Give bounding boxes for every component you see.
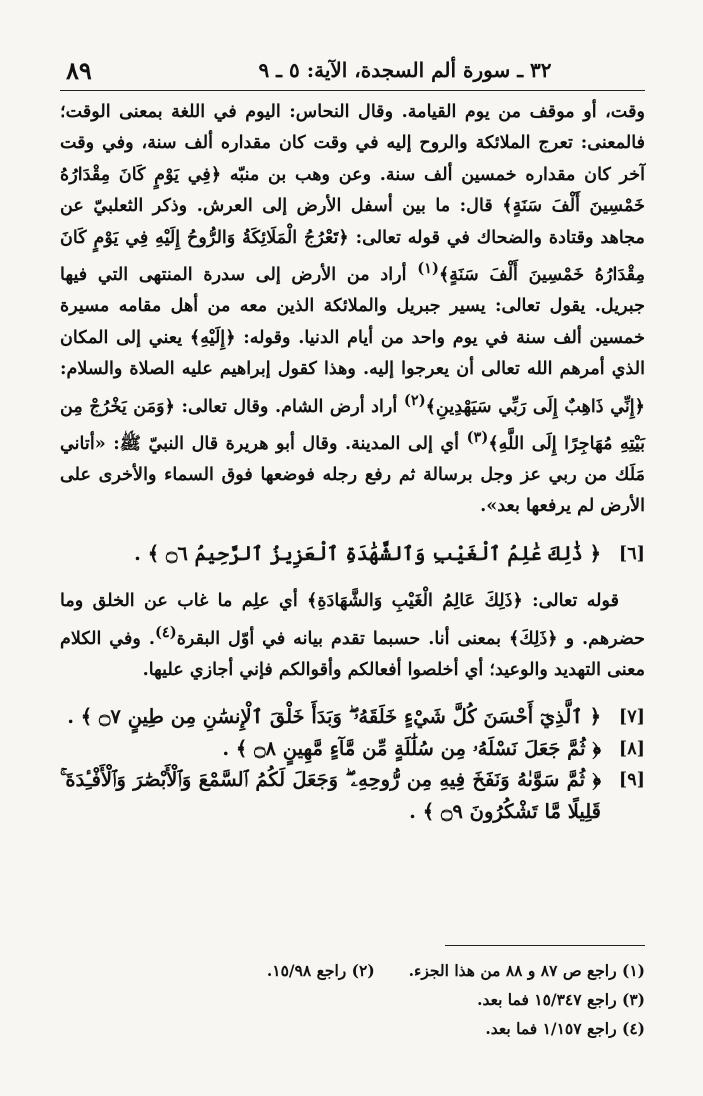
footnote-line-2 xyxy=(100,985,645,1014)
text-run: أراد أرض الشام. وقال تعالى: xyxy=(181,395,398,417)
page-number: ٨٩ xyxy=(66,56,92,85)
verse-text: ﴿ ثُمَّ سَوَّىٰهُ وَنَفَخَ فِيهِ مِن رُّوحِهِۦ ۖ وَجَعَلَ لَكُمُ ٱلسَّمْعَ وَٱلْأَبْصَٰرَ وَٱلْأَفْـِٔدَةَ ۚ قَلِيلًا مَّا تَشْكُرُونَ ۝٩ ﴾ . xyxy=(60,768,601,823)
text-run: أي إلى المدينة. وقال أبو هريرة قال النبيّ ﷺ: «أتاني مَلَك من ربي عز وجل برسالة ثم رفع رجله فوضعها فوق السماء والأخرى على الأرض لم يرفعها بعد». xyxy=(60,432,645,517)
footnote-2: (٢) راجع ١٥/٩٨. xyxy=(266,961,375,980)
quran-quote: ﴿إِنِّي ذَاهِبٌ إِلَى رَبِّي سَيَهْدِينِ﴾ xyxy=(425,395,645,417)
footnote-line-1 xyxy=(100,956,645,985)
text-run: . وفي الكلام معنى التهديد والوعيد؛ أي أخلصوا أفعالكم وأقوالكم فإني أجازي عليها. xyxy=(60,627,645,680)
quran-quote: ﴿ذَلِكَ عَالِمُ الْغَيْبِ وَالشَّهَادَةِ﴾ xyxy=(307,590,523,612)
text-run: بمعنى أنا. حسبما تقدم بيانه في أوّل البقرة xyxy=(176,627,502,649)
verse-7 xyxy=(60,701,645,732)
verse-8 xyxy=(60,733,645,764)
text-run: أي علِم ما غاب عن الخلق وما حضرهم. و xyxy=(60,590,645,649)
verse-text: ﴿ ثُمَّ جَعَلَ نَسْلَهُۥ مِن سُلَٰلَةٍ مِّن مَّآءٍ مَّهِينٍ ۝٨ ﴾ . xyxy=(222,736,601,760)
verse-number: [٨] xyxy=(618,737,645,759)
footnote-marker: (٤) xyxy=(154,623,177,641)
page-header xyxy=(60,54,645,91)
verse-9 xyxy=(60,764,645,827)
footnote-marker: (٢) xyxy=(403,391,426,409)
running-head: ٣٢ ـ سورة ألم السجدة، الآية: ٥ ـ ٩ xyxy=(258,58,552,82)
footnote-marker: (٣) xyxy=(466,428,489,446)
footnote-marker: (١) xyxy=(417,260,439,278)
footnote-3: (٣) راجع ١٥/٣٤٧ فما بعد. xyxy=(477,990,645,1009)
verse-number: [٩] xyxy=(618,769,645,791)
quran-quote: ﴿ذَلِكَ﴾ xyxy=(508,627,558,649)
text-run: يعني إلى المكان الذي أمرهم الله تعالى أن يعرجوا إليه. وهذا كقول إبراهيم عليه الصلاة والسلام: xyxy=(60,326,645,380)
paragraph-commentary-1 xyxy=(60,96,645,522)
text-run: قوله تعالى: xyxy=(532,590,619,612)
text-run: قال: ما بين أسفل الأرض إلى العرش. وذكر الثعلبيّ عن مجاهد وقتادة والضحاك في قوله تعالى: xyxy=(60,195,645,248)
footnote-1: (١) راجع ص ٨٧ و ٨٨ من هذا الجزء. xyxy=(408,961,645,980)
page-body xyxy=(60,96,645,827)
text-run: أراد من الأرض إلى سدرة المنتهى التي فيها جبريل. يقول تعالى: يسير جبريل والملائكة الذين معه من أهل مقامه مسيرة خمسين ألف سنة في يوم واحد من أيام الدنيا. وقوله: xyxy=(60,263,645,348)
verse-text: ﴿ ٱلَّذِيٓ أَحْسَنَ كُلَّ شَيْءٍ خَلَقَهُۥ ۖ وَبَدَأَ خَلْقَ ٱلْإِنسَٰنِ مِن طِينٍ ۝٧ ﴾ . xyxy=(67,705,601,729)
verse-number: [٦] xyxy=(618,542,645,564)
verse-number: [٧] xyxy=(618,706,645,728)
footnote-divider xyxy=(445,945,645,946)
footnotes xyxy=(100,956,645,1043)
verse-text: ﴿ ذَٰلِكَ عَٰلِمُ ٱلْغَيْبِ وَٱلشَّهَٰدَةِ ٱلْعَزِيزُ ٱلرَّحِيمُ ۝٦ ﴾ . xyxy=(134,541,601,565)
quran-quote: ﴿وَمَن يَخْرُجْ مِن بَيْتِهِ مُهَاجِرًا إِلَى اللَّهِ﴾ xyxy=(60,395,645,454)
verse-6 xyxy=(60,538,645,569)
footnote-line-3 xyxy=(100,1014,645,1043)
quran-quote: ﴿تَعْرُجُ الْمَلَائِكَةُ وَالرُّوحُ إِلَيْهِ فِي يَوْمٍ كَانَ مِقْدَارُهُ خَمْسِينَ أَلْفَ سَنَةٍ﴾ xyxy=(60,226,645,285)
paragraph-commentary-2 xyxy=(60,585,645,685)
quran-quote: ﴿فِي يَوْمٍ كَانَ مِقْدَارُهُ خَمْسِينَ أَلْفَ سَنَةٍ﴾ xyxy=(60,163,645,217)
quran-quote: ﴿إِلَيْهِ﴾ xyxy=(189,326,236,348)
text-run: وقت، أو موقف من يوم القيامة. وقال النحاس: اليوم في اللغة بمعنى الوقت؛ فالمعنى: تعرج الملائكة والروح إليه في وقت كان مقداره ألف سنة، وفي وقت آخر كان مقداره خمسين ألف سنة. وعن وهب بن منبّه xyxy=(60,101,645,185)
footnote-4: (٤) راجع ١/١٥٧ فما بعد. xyxy=(485,1019,645,1038)
